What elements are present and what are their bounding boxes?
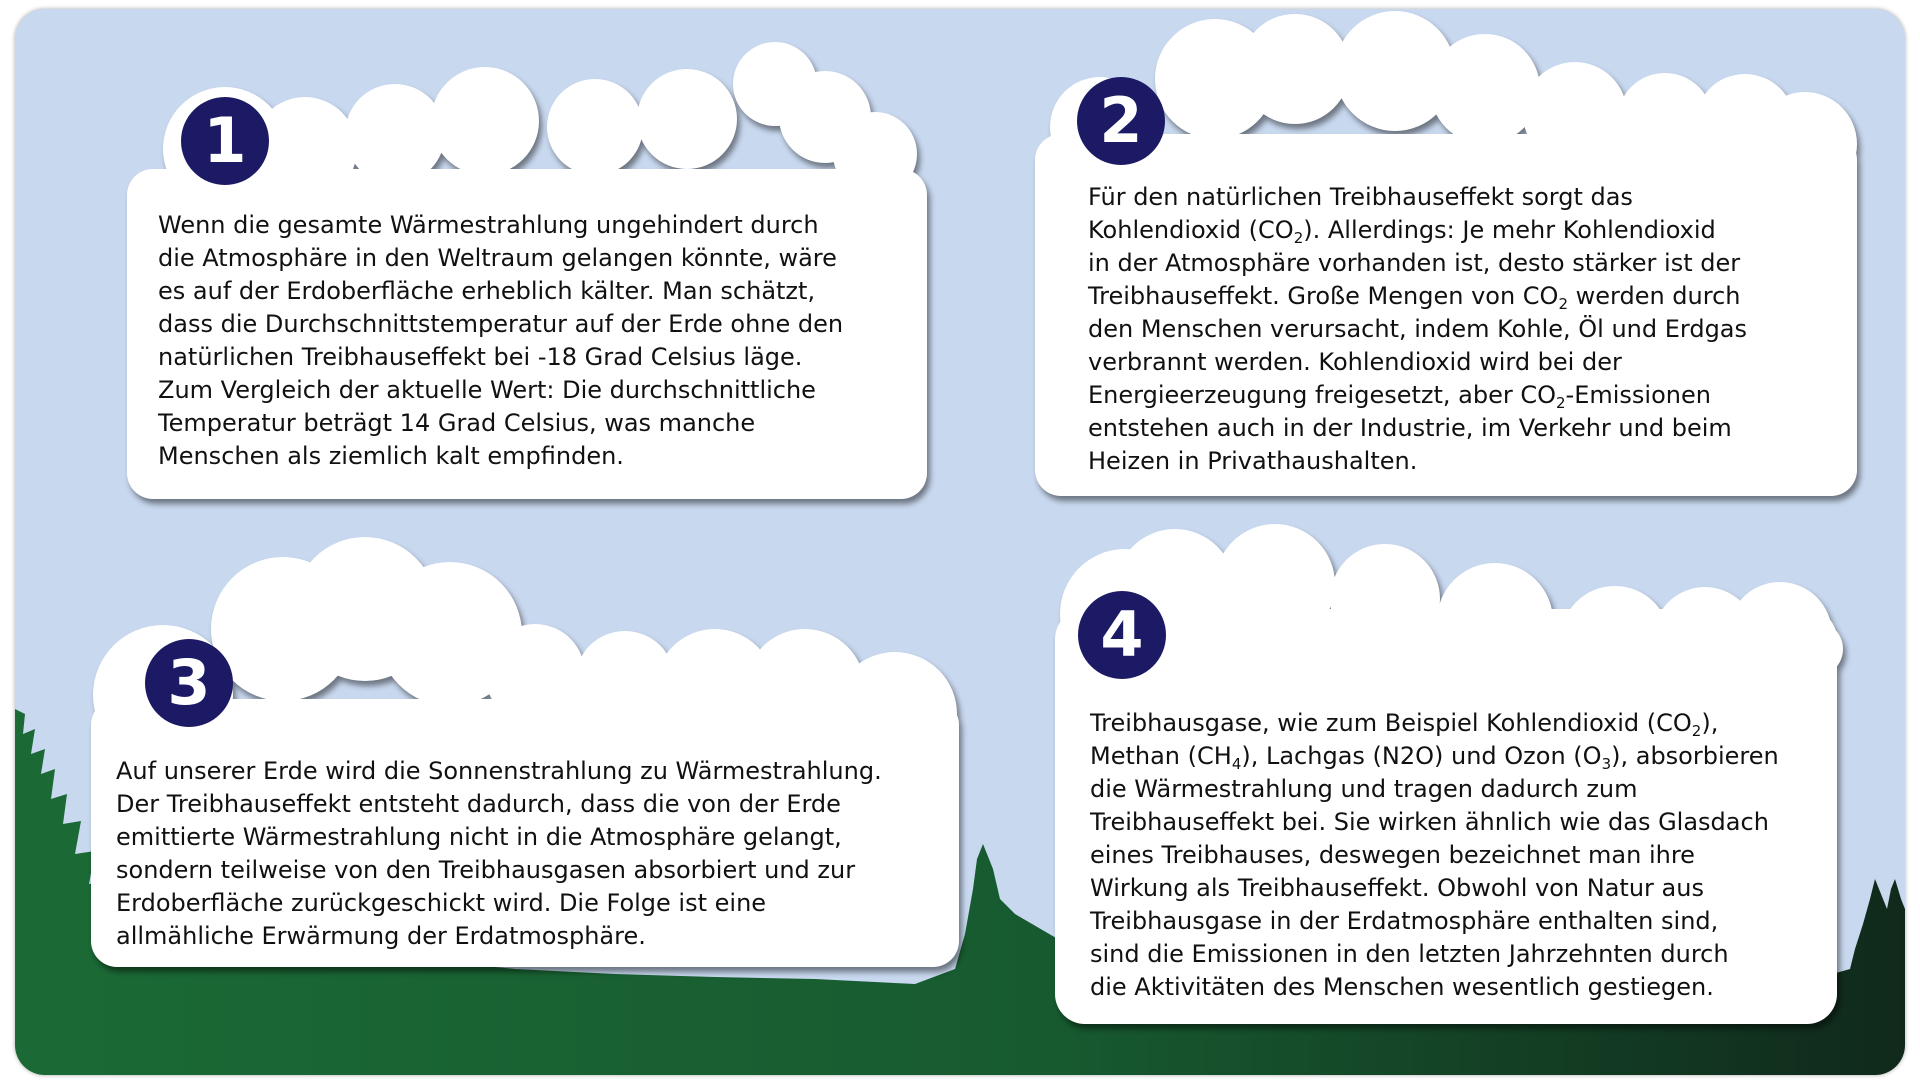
panel-1-number-badge: 1 [181, 97, 269, 185]
panel-2-text: Für den natürlichen Treibhauseffekt sorgt das Kohlendioxid $(CO_2)$. Allerdings: Je mehr Kohlendioxid in der Atmosphäre vorhanden ist, desto stärker ist der Treibhauseffekt. Große Mengen von $CO_2$ werden durch den Menschen verursacht, indem Kohle, Öl und Erdgas verbrannt werden. Kohlendioxid wird bei der Energieerzeugung freigesetzt, aber $CO_2$-Emissionen entstehen auch in der Industrie, im Verkehr und beim Heizen in Privathaushalten. [1088, 183, 1748, 475]
subscript: 2 [1558, 295, 1568, 313]
subscript: 2 [1556, 394, 1566, 412]
subscript: 4 [1231, 755, 1242, 773]
panel-2-number-badge: 2 [1077, 77, 1165, 165]
subscript: 2 [1691, 722, 1702, 740]
subscript: 3 [1601, 755, 1612, 773]
subscript: 2 [1293, 229, 1304, 247]
panel-3-text: Auf unserer Erde wird die Sonnenstrahlung zu Wärmestrahlung. Der Treibhauseffekt entsteht dadurch, dass die von der Erde emittierte Wärmestrahlung nicht in die Atmosphäre gelangt, sondern teilweise von den Treibhausgasen absorbiert und zur Erdoberfläche zurückgeschickt wird. Die Folge ist eine allmähliche Erwärmung der Erdatmosphäre. [116, 757, 882, 950]
panel-4-text: Treibhausgase, wie zum Beispiel Kohlendioxid $(CO_2)$, Methan $(CH_4)$, Lachgas (N2O) und Ozon $(O_3)$, absorbieren die Wärmestrahlung und tragen dadurch zum Treibhauseffekt bei. Sie wirken ähnlich wie das Glasdach eines Treibhauses, deswegen bezeichnet man ihre Wirkung als Treibhauseffekt. Obwohl von Natur aus Treibhausgase in der Erdatmosphäre enthalten sind, sind die Emissionen in den letzten Jahrzehnten durch die Aktivitäten des Menschen wesentlich gestiegen. [1090, 709, 1779, 1001]
infographic-scene [15, 9, 1905, 1075]
panel-4-number-badge: 4 [1078, 591, 1166, 679]
panel-3-number-badge: 3 [145, 639, 233, 727]
panel-1-text: Wenn die gesamte Wärmestrahlung ungehindert durch die Atmosphäre in den Weltraum gelangen könnte, wäre es auf der Erdoberfläche erheblich kälter. Man schätzt, dass die Durchschnittstemperatur auf der Erde ohne den natürlichen Treibhauseffekt bei -18 Grad Celsius läge. Zum Vergleich der aktuelle Wert: Die durchschnittliche Temperatur beträgt 14 Grad Celsius, was manche Menschen als ziemlich kalt empfinden. [158, 211, 844, 470]
